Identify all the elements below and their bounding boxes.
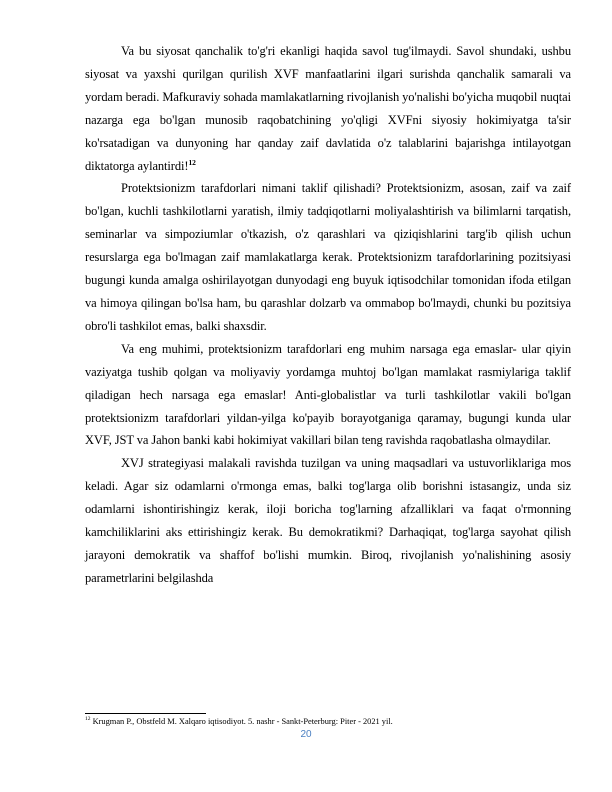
paragraph-4: XVJ strategiyasi malakali ravishda tuzilgan va uning maqsadlari va ustuvorliklariga mos keladi. Agar siz odamlarni o'rmonga emas, balki tog'larga olib borishni istasangiz, unda siz odamlarni ishontirishingiz kerak, iloji boricha tog'larning afzalliklari va faqat o'rmonning kamchiliklarini aks ettirishingiz kerak. Bu demokratikmi? Darhaqiqat, tog'larga sayohat qilish jarayoni demokratik va shaffof bo'lishi mumkin. Biroq, rivojlanish yo'nalishining asosiy parametrlarini belgilashda [85, 456, 571, 585]
page-body [85, 40, 571, 590]
page-number: 20 [300, 729, 312, 740]
footnote-text: Krugman P., Obstfeld M. Xalqaro iqtisodiyot. 5. nashr - Sankt-Peterburg: Piter - 2021 yil. [90, 717, 393, 726]
footnote-divider [85, 713, 206, 714]
footnote-reference[interactable]: 12 [188, 157, 196, 167]
paragraph-1-text: Va bu siyosat qanchalik to'g'ri ekanligi haqida savol tug'ilmaydi. Savol shundaki, ushbu siyosat va yaxshi qurilgan qurilish XVF manfaatlarini ilgari surishda qanchalik samarali va yordam beradi. Mafkuraviy sohada mamlakatlarning rivojlanish yo'nalishi bo'yicha muqobil nuqtai nazarga ega bo'lgan munosib raqobatchining yo'qligi XVFni siyosiy hokimiyatga ta'sir ko'rsatadigan va dunyoning har qanday zaif davlatida o'z talablarini bajarishga intilayotgan diktatorga aylantirdi! [85, 44, 571, 173]
paragraph-1 [85, 40, 571, 177]
paragraph-2: Protektsionizm tarafdorlari nimani taklif qilishadi? Protektsionizm, asosan, zaif va zaif bo'lgan, kuchli tashkilotlarni yaratish, ilmiy tadqiqotlarni moliyalashtirish va bilimlarni tarqatish, seminarlar va simpoziumlar o'tkazish, o'z qarashlari va qiziqishlarini targ'ib qilish uchun resurslarga ega bo'lmagan zaif mamlakatlarga kerak. Protektsionizm tarafdorlarining pozitsiyasi bugungi kunda amalga oshirilayotgan dunyodagi eng buyuk iqtisodchilar tomonidan ifoda etilgan va himoya qilingan bo'lsa ham, bu qarashlar dolzarb va ommabop bo'lmaydi, chunki bu pozitsiya obro'li tashkilot emas, balki shaxsdir. [85, 181, 571, 333]
footnote [85, 716, 571, 728]
paragraph-3: Va eng muhimi, protektsionizm tarafdorlari eng muhim narsaga ega emaslar- ular qiyin vaziyatga tushib qolgan va moliyaviy yordamga muhtoj bo'lgan mamlakat rasmiylariga taklif qiladigan hech narsaga ega emaslar! Anti-globalistlar va turli tashkilotlar vakili bo'lgan protektsionizm tarafdorlari yildan-yilga ko'payib borayotganiga qaramay, bugungi kunda ular XVF, JST va Jahon banki kabi hokimiyat vakillari bilan teng ravishda raqobatlasha olmaydilar. [85, 341, 571, 448]
footnote-number: 12 [85, 716, 91, 723]
